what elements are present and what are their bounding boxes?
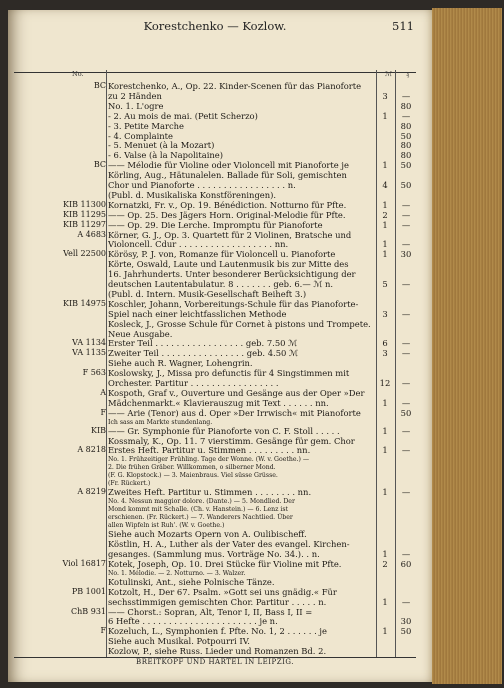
price-mark: 1 — [382, 549, 388, 559]
entry-text: Kozlow, P., siehe Russ. Lieder und Romanzen Bd. 2. — [108, 646, 327, 657]
price-mark: 1 — [382, 626, 388, 637]
price-pfennig: — — [401, 445, 411, 456]
price-pfennig: — — [401, 219, 411, 230]
table-row — [14, 646, 416, 656]
price-mark: 4 — [382, 180, 388, 190]
table-row — [14, 131, 416, 141]
price-pfennig: — — [401, 110, 411, 121]
catalog-number: Viol 16817 — [62, 558, 106, 568]
catalog-number: KIB 14975 — [62, 298, 106, 308]
page-header — [14, 14, 416, 40]
table-row — [14, 559, 416, 569]
entry-text: Siehe auch Musikal. Potpourri IV. — [108, 636, 250, 647]
column-header-mark: ℳ — [385, 70, 392, 78]
entry-text: Korestchenko, A., Op. 22. Kinder-Scenen für das Pianoforte — [108, 81, 362, 91]
table-row — [14, 249, 416, 259]
table-row — [14, 426, 416, 436]
table-row — [14, 309, 416, 319]
entry-text: - 3. Petite Marche — [108, 120, 184, 131]
table-row — [14, 230, 416, 240]
entry-text: - 4. Complainte — [108, 130, 173, 141]
entry-text: (Publ. d. Musikaliska Konstföreningen). — [108, 189, 277, 200]
price-mark: 1 — [382, 219, 388, 230]
entry-text: Zweites Heft. Partitur u. Stimmen . . . . . . . . nn. — [108, 487, 312, 498]
entry-text: —— Arie (Tenor) aus d. Oper »Der Irrwisch« mit Pianoforte — [108, 407, 361, 418]
table-row — [14, 338, 416, 348]
price-pfennig: 80 — [400, 140, 412, 151]
price-pfennig: 30 — [400, 616, 412, 627]
table-row — [14, 279, 416, 289]
price-mark: 2 — [382, 209, 388, 220]
entry-text: Zweiter Teil . . . . . . . . . . . . . . . . geb. 4.50 ℳ — [108, 348, 298, 359]
entry-text: Koschler, Johann, Vorbereitungs-Schule für das Pianoforte- — [108, 298, 359, 309]
entry-text: Kornatzki, Fr. v., Op. 19. Bénédiction. Notturno für Pfte. — [108, 199, 347, 210]
entry-text: —— Gr. Symphonie für Pianoforte von C. F. Stoll . . . . . — [108, 425, 340, 436]
catalog-number: A 8218 — [77, 445, 106, 455]
price-pfennig: 50 — [400, 626, 412, 637]
catalog-number: KIB 11300 — [62, 199, 106, 209]
table-row — [14, 607, 416, 617]
table-row — [14, 408, 416, 418]
entry-text: —— Mélodie für Violine oder Violoncell mit Pianoforte je — [108, 160, 349, 171]
price-mark: 2 — [382, 558, 388, 569]
running-title: Korestchenko — Kozlow. — [143, 19, 287, 33]
catalog-number: KIB 11295 — [62, 209, 106, 219]
entry-text: No. 4. Nessun maggior dolore. (Dante.) — 5. Mondlied. Der — [108, 498, 295, 506]
entry-text: Kozeluch, L., Symphonien f. Pfte. No. 1, 2 . . . . . . je — [108, 626, 327, 637]
catalog-table — [14, 72, 416, 658]
price-mark: 1 — [382, 160, 388, 171]
entry-text: 2. Die frühen Gräber. Willkommen, o silberner Mond. — [108, 464, 276, 472]
entry-text: erschienen. (Fr. Rückert.) — 7. Wanderers Nachtlied. Über — [108, 514, 293, 522]
entry-text: deutschen Lautentabulatur. 8 . . . . . . . geb. 6.— ℳ n. — [108, 279, 334, 289]
table-row — [14, 81, 416, 91]
table-row — [14, 210, 416, 220]
table-row — [14, 319, 416, 329]
table-row — [14, 487, 416, 497]
price-pfennig: — — [401, 425, 411, 436]
table-row — [14, 121, 416, 131]
price-pfennig: — — [401, 209, 411, 220]
entry-text: Kotek, Joseph, Op. 10. Drei Stücke für Violine mit Pfte. — [108, 558, 342, 569]
entry-text: - 2. Au mois de mai. (Petit Scherzo) — [108, 110, 258, 121]
entry-text: Erster Teil . . . . . . . . . . . . . . . . . geb. 7.50 ℳ — [108, 338, 298, 349]
table-row — [14, 101, 416, 111]
price-pfennig: 50 — [400, 130, 412, 141]
table-row — [14, 636, 416, 646]
catalog-number: BC — [93, 160, 106, 170]
catalog-number: F 563 — [82, 368, 106, 378]
entry-text: Ich sass am Markte stundenlang. — [108, 418, 213, 426]
price-pfennig: 80 — [400, 150, 412, 161]
table-row — [14, 180, 416, 190]
catalog-number: KIB 11297 — [62, 219, 106, 229]
entry-text: Siehe auch R. Wagner, Lohengrin. — [108, 358, 253, 369]
table-row — [14, 299, 416, 309]
column-header-no: No. — [72, 70, 84, 78]
entry-text: Violoncell. Cdur . . . . . . . . . . . . . . . . . . nn. — [108, 239, 289, 250]
price-pfennig: 60 — [400, 558, 412, 569]
table-row — [14, 358, 416, 368]
price-mark: 1 — [382, 397, 388, 408]
table-row — [14, 539, 416, 549]
table-row — [14, 616, 416, 626]
entry-text: —— Op. 29. Die Lerche. Impromptu für Pianoforte — [108, 219, 323, 230]
page-edges — [432, 8, 502, 684]
entry-text: Kotulinski, Ant., siehe Polnische Tänze. — [108, 576, 275, 587]
entry-text: Mädchenmarkt.« Klavierauszug mit Text . . . . . . nn. — [108, 397, 329, 408]
entry-text: —— Chorst.: Sopran, Alt, Tenor I, II, Bass I, II = — [108, 606, 313, 617]
price-mark: 1 — [382, 199, 388, 210]
entry-text: Körte, Oswald, Laute und Lautenmusik bis zur Mitte des — [108, 259, 349, 270]
table-row — [14, 597, 416, 607]
entry-text: (Publ. d. Intern. Musik-Gesellschaft Beiheft 3.) — [108, 288, 307, 299]
table-row — [14, 436, 416, 446]
entry-text: - 5. Menuet (à la Mozart) — [108, 140, 215, 151]
price-pfennig: 30 — [400, 249, 412, 260]
price-mark: 1 — [382, 596, 388, 607]
entry-text: Kotzolt, H., Der 67. Psalm. »Gott sei uns gnädig.« Für — [108, 586, 337, 597]
page-number: 511 — [392, 19, 414, 33]
price-mark: 3 — [382, 348, 388, 359]
price-pfennig: — — [401, 199, 411, 210]
table-row — [14, 170, 416, 180]
price-pfennig: — — [401, 487, 411, 498]
entry-text: Erstes Heft. Partitur u. Stimmen . . . . . . . . . nn. — [108, 445, 311, 456]
table-row — [14, 368, 416, 378]
table-row — [14, 587, 416, 597]
entry-text: sechsstimmigen gemischten Chor. Partitur . . . . . n. — [108, 596, 327, 607]
entry-text: Chor und Pianoforte . . . . . . . . . . . . . . . . . n. — [108, 180, 296, 190]
price-pfennig: — — [401, 239, 411, 250]
table-row — [14, 259, 416, 269]
catalog-number: A 4683 — [77, 229, 106, 239]
table-row — [14, 549, 416, 559]
entry-text: Orchester. Partitur . . . . . . . . . . . . . . . . . — [108, 378, 279, 388]
entry-text: 6 Hefte . . . . . . . . . . . . . . . . . . . . . . je n. — [108, 616, 278, 627]
catalog-number: F — [100, 626, 106, 636]
entry-text: Kosleck, J., Grosse Schule für Cornet à pistons und Trompete. — [108, 318, 371, 329]
table-row — [14, 200, 416, 210]
entry-text: Siehe auch Mozarts Opern von A. Oulibischeff. — [108, 529, 307, 540]
table-row — [14, 91, 416, 101]
price-mark: 12 — [379, 378, 391, 388]
table-row — [14, 160, 416, 170]
price-mark: 1 — [382, 239, 388, 250]
entry-text: Körling, Aug., Hätunalelen. Ballade für Soli, gemischten — [108, 170, 347, 181]
table-row — [14, 398, 416, 408]
catalog-number: VA 1134 — [72, 338, 106, 348]
column-headers — [14, 70, 416, 79]
price-pfennig: — — [401, 338, 411, 349]
entry-text: Körösy, P. J. von, Romanze für Violoncell u. Pianoforte — [108, 249, 336, 260]
price-mark: 5 — [382, 279, 388, 289]
table-row — [14, 150, 416, 160]
catalog-number: Vell 22500 — [63, 249, 106, 259]
table-row — [14, 445, 416, 455]
price-pfennig: — — [401, 279, 411, 289]
publisher-footer: BREITKOPF UND HÄRTEL IN LEIPZIG. — [136, 658, 294, 666]
table-row — [14, 140, 416, 150]
entry-text: Koslowsky, J., Missa pro defunctis für 4 Singstimmen mit — [108, 368, 350, 379]
catalog-number: BC — [93, 81, 106, 90]
price-pfennig: — — [401, 549, 411, 559]
price-pfennig: — — [401, 378, 411, 388]
entry-text: 16. Jahrhunderts. Unter besonderer Berücksichtigung der — [108, 269, 356, 280]
entry-text: Kossmaly, K., Op. 11. 7 vierstimm. Gesänge für gem. Chor — [108, 435, 355, 446]
entry-text: Mond kommt mit Schalle. (Ch. v. Hanstein.) — 6. Lenz ist — [108, 506, 288, 514]
table-row — [14, 329, 416, 339]
table-row — [14, 348, 416, 358]
catalog-number: KIB — [90, 425, 106, 435]
table-row — [14, 289, 416, 299]
price-mark: 6 — [382, 338, 388, 349]
entry-text: Neue Ausgabe. — [108, 328, 173, 339]
catalog-number: F — [100, 407, 106, 417]
table-row — [14, 111, 416, 121]
table-row — [14, 577, 416, 587]
table-row — [14, 388, 416, 398]
table-row — [14, 239, 416, 249]
catalog-number: VA 1135 — [72, 348, 106, 358]
entry-text: - 6. Valse (à la Napolitaine) — [108, 150, 224, 161]
price-pfennig: — — [401, 90, 411, 101]
table-row — [14, 190, 416, 200]
table-row — [14, 220, 416, 230]
catalog-number: A — [100, 387, 106, 397]
catalog-number: ChB 931 — [71, 606, 106, 616]
entry-text: (F. G. Klopstock.) — 3. Maienbraus. Viel süsse Grüsse. — [108, 472, 278, 480]
entry-text: Köstlin, H. A., Luther als der Vater des evangel. Kirchen- — [108, 539, 350, 550]
price-mark: 3 — [382, 90, 388, 101]
entry-text: No. 1. L'ogre — [108, 100, 164, 111]
price-pfennig: — — [401, 397, 411, 408]
entry-text: gesanges. (Sammlung mus. Vorträge No. 34.). . n. — [108, 549, 320, 559]
price-pfennig: 50 — [400, 180, 412, 190]
price-mark: 3 — [382, 308, 388, 319]
table-row — [14, 529, 416, 539]
catalog-number: PB 1001 — [71, 586, 106, 596]
price-mark: 1 — [382, 487, 388, 498]
entry-text: (Fr. Rückert.) — [108, 480, 151, 488]
column-header-pfennig: ₰ — [406, 70, 410, 78]
entry-text: Körner, G. J., Op. 3. Quartett für 2 Violinen, Bratsche und — [108, 229, 352, 240]
entry-text: No. 1. Frühzeitiger Frühling. Tage der Wonne. (W. v. Goethe.) — — [108, 456, 310, 464]
entry-text: Spiel nach einer leichtfasslichen Methode — [108, 308, 287, 319]
entry-text: allen Wipfeln ist Ruh'. (W. v. Goethe.) — [108, 522, 225, 530]
price-mark: 1 — [382, 249, 388, 260]
catalog-number: A 8219 — [77, 487, 106, 497]
table-row — [14, 269, 416, 279]
price-pfennig: 80 — [400, 120, 412, 131]
table-row — [14, 378, 416, 388]
price-pfennig: 50 — [400, 160, 412, 171]
entry-text: Kospoth, Graf v., Ouverture und Gesänge aus der Oper »Der — [108, 387, 365, 398]
price-pfennig: — — [401, 596, 411, 607]
price-pfennig: 50 — [400, 407, 412, 418]
price-pfennig: — — [401, 308, 411, 319]
price-mark: 1 — [382, 425, 388, 436]
table-row — [14, 626, 416, 636]
price-mark: 1 — [382, 110, 388, 121]
entry-text: No. 1. Mélodie. — 2. Notturno. — 3. Walzer. — [108, 569, 246, 577]
price-mark: 1 — [382, 445, 388, 456]
entry-text: zu 2 Händen — [108, 90, 162, 101]
price-pfennig: 80 — [400, 100, 412, 111]
entry-text: —— Op. 25. Des Jägers Horn. Original-Melodie für Pfte. — [108, 209, 346, 220]
price-pfennig: — — [401, 348, 411, 359]
